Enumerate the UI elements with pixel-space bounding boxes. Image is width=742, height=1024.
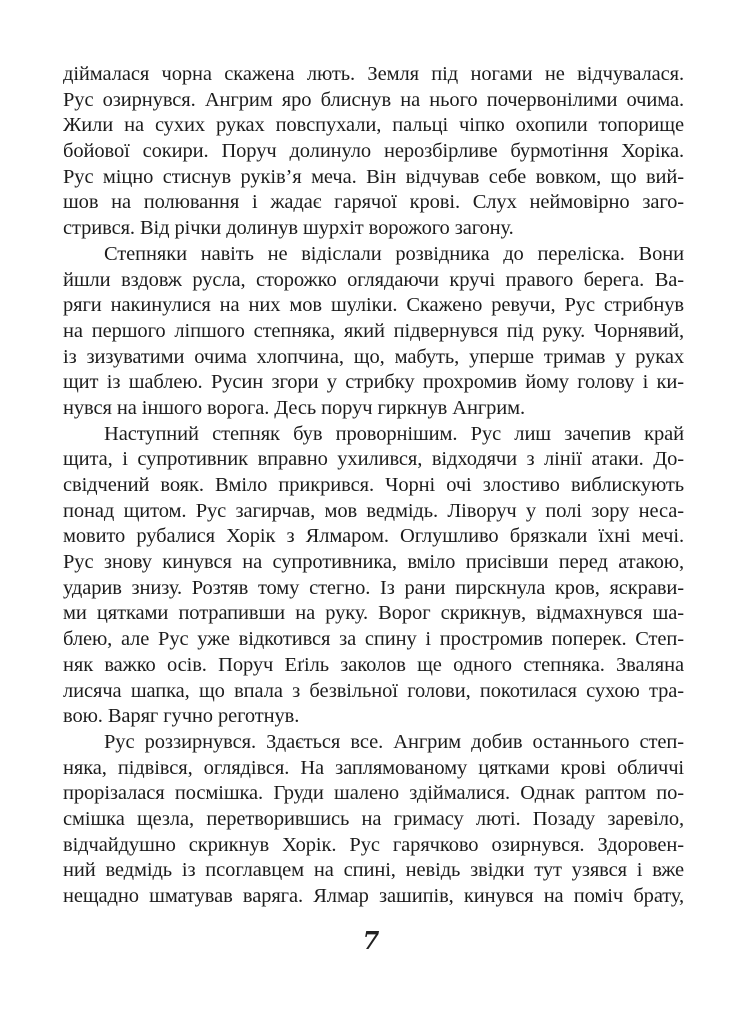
text-line: щита, і супротивник вправно ухилився, відходячи з лінії атаки. До- <box>63 448 684 471</box>
book-page-body <box>63 62 684 910</box>
paragraph <box>63 422 684 730</box>
text-line: свідчений вояк. Вміло прикрився. Чорні очі злостиво виблискують <box>63 474 684 496</box>
text-line: прорізалася посмішка. Груди шалено здіймалися. Однак раптом по- <box>63 782 684 805</box>
text-line: стрився. Від річки долинув шурхіт ворожого загону. <box>63 217 514 240</box>
text-line: Рус роззирнувся. Здається все. Ангрим добив останнього степ- <box>104 730 684 753</box>
text-line: бойової сокири. Поруч долинуло нерозбірливе бурмотіння Хоріка. <box>63 140 684 163</box>
text-line: ряги накинулися на них мов шуліки. Скажено ревучи, Рус стрибнув <box>63 294 684 317</box>
text-line: вою. Варяг гучно реготнув. <box>63 705 300 728</box>
text-line: шов на полювання і жадає гарячої крові. Слух неймовірно заго- <box>63 191 684 214</box>
text-line: Жили на сухих руках повспухали, пальці чіпко охопили топорище <box>63 114 684 137</box>
text-line: понад щитом. Рус загирчав, мов ведмідь. Ліворуч у полі зору неса- <box>63 499 684 522</box>
text-line: нещадно шматував варяга. Ялмар зашипів, кинувся на поміч брату, <box>63 885 684 907</box>
paragraph <box>63 242 684 422</box>
text-line: із зизуватими очима хлопчина, що, мабуть, уперше тримав у руках <box>63 345 684 368</box>
text-line: щит із шаблею. Русин згори у стрибку прохромив йому голову і ки- <box>63 371 684 394</box>
text-line: йшли вздовж русла, сторожко оглядаючи кручі правого берега. Ва- <box>63 268 684 291</box>
text-line: Рус знову кинувся на супротивника, вміло присівши перед атакою, <box>63 551 684 574</box>
paragraph <box>63 730 684 910</box>
paragraph <box>63 62 684 242</box>
text-line: діймалася чорна скажена лють. Земля під ногами не відчувалася. <box>63 63 684 85</box>
text-line: Рус озирнувся. Ангрим яро блиснув на нього почервонілими очима. <box>63 88 684 111</box>
text-line: відчайдушно скрикнув Хорік. Рус гарячково озирнувся. Здоровен- <box>63 833 684 856</box>
text-line: смішка щезла, перетворившись на гримасу люті. Позаду заревіло, <box>63 807 684 830</box>
text-line: ний ведмідь із псоглавцем на спині, невідь звідки тут узявся і вже <box>63 859 684 882</box>
text-line: Рус міцно стиснув руків’я меча. Він відчував себе вовком, що вий- <box>63 165 684 188</box>
text-line: мовито рубалися Хорік з Ялмаром. Оглушливо брязкали їхні мечі. <box>63 525 684 548</box>
page-number: 7 <box>362 926 380 955</box>
text-line: лисяча шапка, що впала з безвільної голови, покотилася сухою тра- <box>63 679 684 702</box>
text-line: ми цятками потрапивши на руку. Ворог скрикнув, відмахнувся ша- <box>63 602 684 625</box>
text-line: на першого ліпшого степняка, який підвернувся під руку. Чорнявий, <box>63 319 684 342</box>
text-line: ударив знизу. Розтяв тому стегно. Із рани пирскнула кров, яскрави- <box>63 576 684 599</box>
text-line: Наступний степняк був проворнішим. Рус лиш зачепив край <box>104 422 684 445</box>
text-line: Степняки навіть не відіслали розвідника до переліска. Вони <box>104 242 684 265</box>
text-line: няк важко осів. Поруч Еґіль заколов ще одного степняка. Зваляна <box>63 653 684 676</box>
text-line: няка, підвівся, оглядівся. На заплямованому цятками крові обличчі <box>63 756 684 779</box>
text-line: нувся на іншого ворога. Десь поруч гиркнув Ангрим. <box>63 396 526 419</box>
text-line: блею, але Рус уже відкотився за спину і простромив поперек. Степ- <box>63 628 684 651</box>
